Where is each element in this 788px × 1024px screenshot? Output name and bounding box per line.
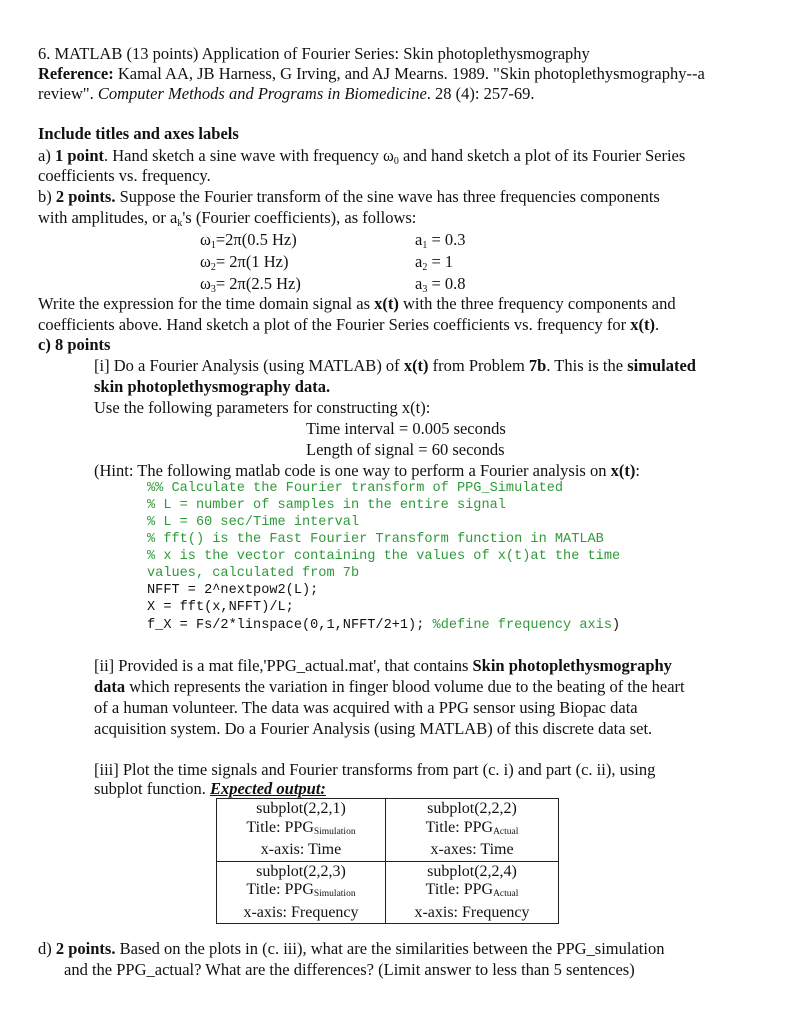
part-c-i-line-1 [94, 356, 696, 376]
amp-symbol: a [415, 230, 423, 249]
part-d-line-2: and the PPG_actual? What are the differences? (Limit answer to less than 5 sentences) [64, 960, 635, 979]
subplot-name: subplot(2,2,3) [256, 862, 346, 880]
amp-index: 3 [422, 284, 428, 295]
amp-index: 2 [422, 262, 428, 273]
part-a-line-2: coefficients vs. frequency. [38, 166, 211, 185]
subplot-table [216, 798, 559, 924]
part-b-line-3 [38, 294, 676, 314]
param-time-interval: Time interval = 0.005 seconds [306, 419, 506, 438]
xt-symbol: x(t) [610, 461, 636, 480]
part-b-line-1 [38, 187, 660, 207]
subplot-row [217, 861, 559, 924]
hint-line [94, 461, 640, 481]
reference-line-1 [38, 64, 705, 84]
code-comment: %% Calculate the Fourier transform of PPG_Simulated [147, 481, 564, 496]
reference-journal: Computer Methods and Programs in Biomedicine [97, 84, 427, 103]
subplot-axis: x-axis: Frequency [414, 903, 530, 921]
part-b-line-4 [38, 315, 659, 335]
part-d-points: 2 points. [55, 939, 116, 958]
part-c-ii-line-3: of a human volunteer. The data was acquired with a PPG sensor using Biopac data [94, 698, 638, 717]
omega-subscript: 0 [393, 156, 399, 167]
part-a-label: a) [38, 146, 51, 165]
part-b-text: Suppose the Fourier transform of the sine wave has three frequencies components [115, 187, 660, 206]
code-comment: % fft() is the Fast Fourier Transform function in MATLAB [147, 532, 604, 547]
code-comment: %define frequency axis [432, 618, 612, 633]
part-a-text-end: and hand sketch a plot of its Fourier Series [398, 146, 686, 165]
part-c-ii-line-1 [94, 656, 672, 676]
part-d-line-1 [38, 939, 664, 959]
omega-index: 1 [210, 240, 216, 251]
subplot-axis: x-axis: Time [260, 841, 342, 858]
c-iii-text: subplot function. [94, 779, 210, 798]
c-ii-bold: Skin photoplethysmography [472, 656, 672, 675]
simulated-word: simulated [627, 356, 696, 375]
amp-index: 1 [422, 240, 428, 251]
subplot-axis: x-axes: Time [430, 841, 514, 858]
reference-volume: . 28 (4): 257-69. [426, 84, 535, 103]
subplot-title [217, 881, 385, 904]
title-text: Title: PPG [425, 818, 494, 836]
question-title: 6. MATLAB (13 points) Application of Fourier Series: Skin photoplethysmography [38, 44, 590, 63]
amp-value: = 0.3 [427, 230, 466, 249]
amp-symbol: a [415, 274, 423, 293]
hint-close-paren: ) [612, 618, 621, 633]
c-ii-text: [ii] Provided is a mat file,'PPG_actual.mat', that contains [94, 656, 473, 675]
code-line-fx [147, 617, 620, 634]
part-c-i-line-2: skin photoplethysmography data. [94, 377, 331, 396]
question-title-line [38, 44, 590, 64]
part-d-text: Based on the plots in (c. iii), what are the similarities between the PPG_simulation [115, 939, 665, 958]
subplot-axis: x-axis: Frequency [243, 903, 359, 921]
omega: ω [200, 274, 211, 293]
part-c-i-line-3: Use the following parameters for constructing x(t): [94, 398, 431, 417]
instruction-heading: Include titles and axes labels [38, 124, 239, 143]
amp-symbol: a [415, 252, 423, 271]
subplot-row [217, 799, 559, 862]
code-line: NFFT = 2^nextpow2(L); [147, 583, 319, 598]
omega: ω [200, 230, 211, 249]
param-signal-length: Length of signal = 60 seconds [306, 440, 505, 459]
colon: : [635, 461, 640, 480]
part-b-text-3: Write the expression for the time domain signal as [38, 294, 375, 313]
title-text: Title: PPG [425, 881, 494, 898]
title-subscript: Actual [493, 889, 519, 899]
part-b-text-2: with amplitudes, or a [38, 208, 178, 227]
freq-value: =2π(0.5 Hz) [215, 230, 297, 249]
title-text: Title: PPG [246, 881, 314, 898]
omega: ω [200, 252, 211, 271]
hint-text: (Hint: The following matlab code is one way to perform a Fourier analysis on [94, 461, 611, 480]
code-comment: % L = number of samples in the entire signal [147, 498, 506, 513]
omega-index: 3 [210, 284, 216, 295]
code-comment: % x is the vector containing the values of x(t)at the time [147, 549, 621, 564]
title-text: Title: PPG [246, 818, 314, 836]
c-ii-text-2: which represents the variation in finger blood volume due to the beating of the heart [125, 677, 685, 696]
subplot-cell [217, 861, 386, 924]
subplot-cell [386, 861, 559, 924]
part-c-label: c) 8 points [38, 335, 111, 354]
subplot-name: subplot(2,2,4) [427, 862, 517, 880]
subplot-title [386, 819, 558, 842]
part-c-ii-line-4: acquisition system. Do a Fourier Analysis (using MATLAB) of this discrete data set. [94, 719, 653, 738]
xt-symbol: x(t) [374, 294, 399, 313]
xt-symbol: x(t) [630, 315, 656, 334]
xt-symbol: x(t) [403, 356, 429, 375]
expected-output-label: Expected output: [209, 779, 326, 798]
part-c-iii-line-2 [94, 779, 326, 799]
title-subscript: Simulation [313, 826, 356, 837]
amp-value: = 1 [427, 252, 454, 271]
part-b-label: b) [38, 187, 52, 206]
part-c-ii-line-2 [94, 677, 685, 697]
subplot-name: subplot(2,2,1) [256, 800, 346, 817]
subplot-title [217, 819, 385, 842]
c-i-text-3: . This is the [546, 356, 628, 375]
freq-value: = 2π(1 Hz) [215, 252, 289, 271]
freq-value: = 2π(2.5 Hz) [215, 274, 301, 293]
period: . [655, 315, 660, 334]
reference-title-end: review". [38, 84, 94, 103]
code-line: X = fft(x,NFFT)/L; [147, 600, 294, 615]
amp-value: = 0.8 [427, 274, 466, 293]
c-ii-bold-data: data [94, 677, 126, 696]
code-comment: values, calculated from 7b [147, 566, 360, 581]
subplot-cell [386, 799, 559, 862]
subplot-cell [217, 799, 386, 862]
c-i-text-2: from Problem [428, 356, 529, 375]
c-i-text: [i] Do a Fourier Analysis (using MATLAB) of [94, 356, 404, 375]
subplot-name: subplot(2,2,2) [427, 800, 517, 817]
part-a-text: . Hand sketch a sine wave with frequency ω [104, 146, 394, 165]
ak-subscript: k [177, 218, 183, 229]
code-statement: f_X = Fs/2*linspace(0,1,NFFT/2+1); [147, 618, 425, 633]
title-subscript: Actual [493, 826, 519, 837]
part-b-points: 2 points. [55, 187, 116, 206]
code-comment: % L = 60 sec/Time interval [147, 515, 360, 530]
reference-label: Reference: [38, 64, 114, 83]
subplot-title [386, 881, 558, 904]
part-a-points: 1 point [54, 146, 105, 165]
part-d-label: d) [38, 939, 52, 958]
problem-ref: 7b [528, 356, 547, 375]
part-b-text-4: coefficients above. Hand sketch a plot of the Fourier Series coefficients vs. frequency for [38, 315, 631, 334]
reference-line-2 [38, 84, 535, 104]
reference-authors: Kamal AA, JB Harness, G Irving, and AJ Mearns. 1989. "Skin photoplethysmography--a [117, 64, 705, 83]
title-subscript: Simulation [313, 889, 356, 899]
part-b-text-3-end: with the three frequency components and [398, 294, 676, 313]
part-c-iii-line-1: [iii] Plot the time signals and Fourier transforms from part (c. i) and part (c. ii), using [94, 760, 656, 779]
part-b-text-2-end: 's (Fourier coefficients), as follows: [182, 208, 417, 227]
omega-index: 2 [210, 262, 216, 273]
